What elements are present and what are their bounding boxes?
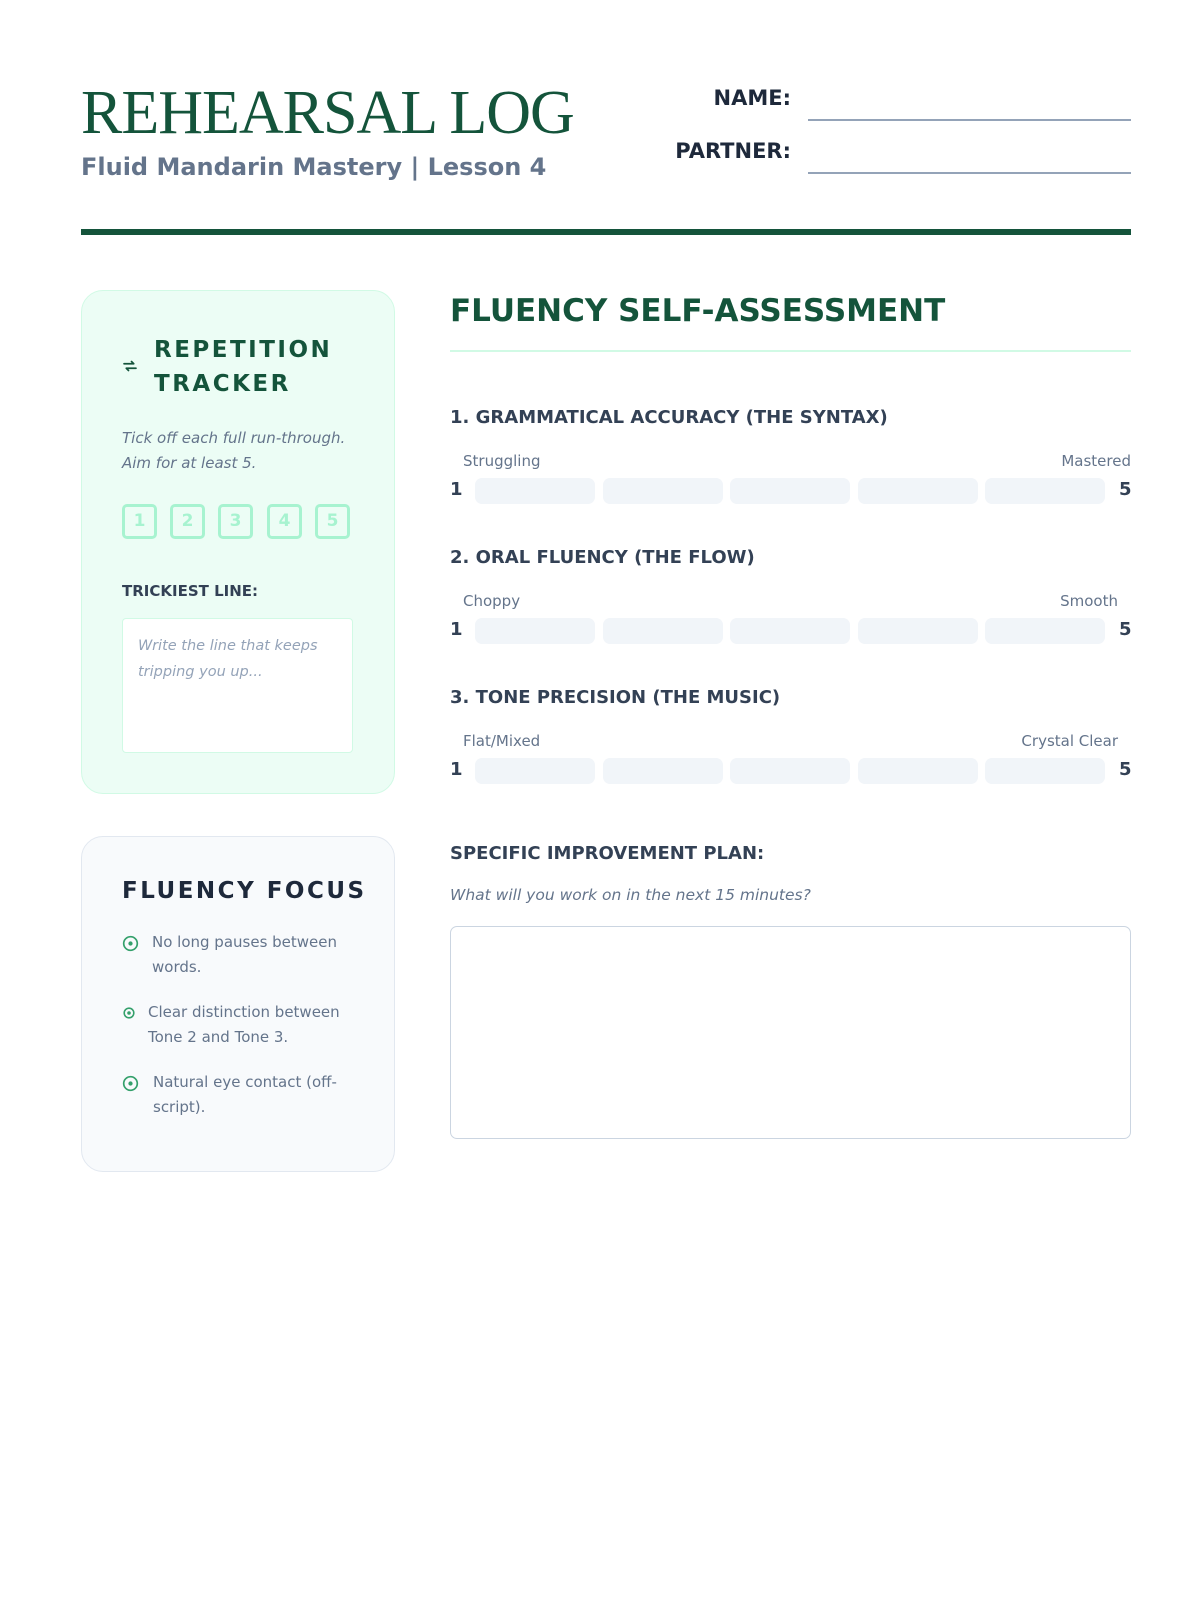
- metric-title: 1. GRAMMATICAL ACCURACY (THE SYNTAX): [450, 407, 888, 428]
- assessment-divider: [450, 350, 1131, 352]
- repetition-checkbox[interactable]: 1: [122, 504, 157, 539]
- scale-min: 1: [450, 619, 463, 640]
- repeat-icon: [121, 357, 139, 375]
- fluency-focus-title: FLUENCY FOCUS: [122, 878, 367, 904]
- scale-high-label: Mastered: [1061, 452, 1131, 470]
- repetition-tracker-title: REPETITION TRACKER: [154, 337, 333, 397]
- scale-low-label: Flat/Mixed: [463, 732, 541, 750]
- partner-field[interactable]: [808, 172, 1131, 174]
- scale-low-label: Struggling: [463, 452, 541, 470]
- repetition-tracker-note: Tick off each full run-through. Aim for at least 5.: [122, 429, 346, 472]
- rating-segment[interactable]: [730, 618, 850, 644]
- rating-segment[interactable]: [858, 618, 978, 644]
- trickiest-line-label: TRICKIEST LINE:: [122, 582, 259, 600]
- scale-high-label: Smooth: [1060, 592, 1118, 610]
- rating-segment[interactable]: [858, 758, 978, 784]
- improvement-plan-hint: What will you work on in the next 15 minutes?: [450, 886, 811, 904]
- page-title: REHEARSAL LOG: [81, 79, 574, 147]
- header-divider: [81, 229, 1131, 235]
- rating-segment[interactable]: [475, 478, 595, 504]
- scale-min: 1: [450, 759, 463, 780]
- scale-max: 5: [1119, 759, 1132, 780]
- rehearsal-log-page: [81, 0, 1131, 1600]
- scale-max: 5: [1119, 619, 1132, 640]
- assessment-title: FLUENCY SELF-ASSESSMENT: [450, 293, 946, 329]
- improvement-plan-label: SPECIFIC IMPROVEMENT PLAN:: [450, 843, 765, 864]
- rating-segment[interactable]: [858, 478, 978, 504]
- focus-item-text: Natural eye contact (off-script).: [153, 1073, 337, 1116]
- repetition-checkbox[interactable]: 4: [267, 504, 302, 539]
- focus-item-text: Clear distinction between Tone 2 and Tone 3.: [148, 1003, 340, 1046]
- page-subtitle: Fluid Mandarin Mastery | Lesson 4: [81, 153, 547, 181]
- rating-segment[interactable]: [603, 618, 723, 644]
- target-icon: [123, 1007, 135, 1019]
- rating-segment[interactable]: [730, 758, 850, 784]
- scale-low-label: Choppy: [463, 592, 521, 610]
- rating-segment[interactable]: [985, 478, 1105, 504]
- rating-segment[interactable]: [603, 758, 723, 784]
- improvement-plan-input[interactable]: [450, 926, 1131, 1139]
- rating-segment[interactable]: [985, 618, 1105, 644]
- scale-max: 5: [1119, 479, 1132, 500]
- repetition-checkbox[interactable]: 5: [315, 504, 350, 539]
- name-field[interactable]: [808, 119, 1131, 121]
- scale-high-label: Crystal Clear: [1021, 732, 1118, 750]
- focus-item-text: No long pauses between words.: [152, 933, 338, 976]
- trickiest-line-input[interactable]: [122, 618, 353, 753]
- repetition-checkbox[interactable]: 2: [170, 504, 205, 539]
- rating-segment[interactable]: [730, 478, 850, 504]
- target-icon: [122, 1075, 139, 1092]
- name-label: NAME:: [713, 86, 791, 110]
- target-icon: [122, 935, 139, 952]
- repetition-checkbox[interactable]: 3: [218, 504, 253, 539]
- metric-title: 3. TONE PRECISION (THE MUSIC): [450, 687, 781, 708]
- metric-title: 2. ORAL FLUENCY (THE FLOW): [450, 547, 755, 568]
- rating-segment[interactable]: [603, 478, 723, 504]
- scale-min: 1: [450, 479, 463, 500]
- rating-segment[interactable]: [985, 758, 1105, 784]
- partner-label: PARTNER:: [675, 139, 791, 163]
- rating-segment[interactable]: [475, 758, 595, 784]
- rating-segment[interactable]: [475, 618, 595, 644]
